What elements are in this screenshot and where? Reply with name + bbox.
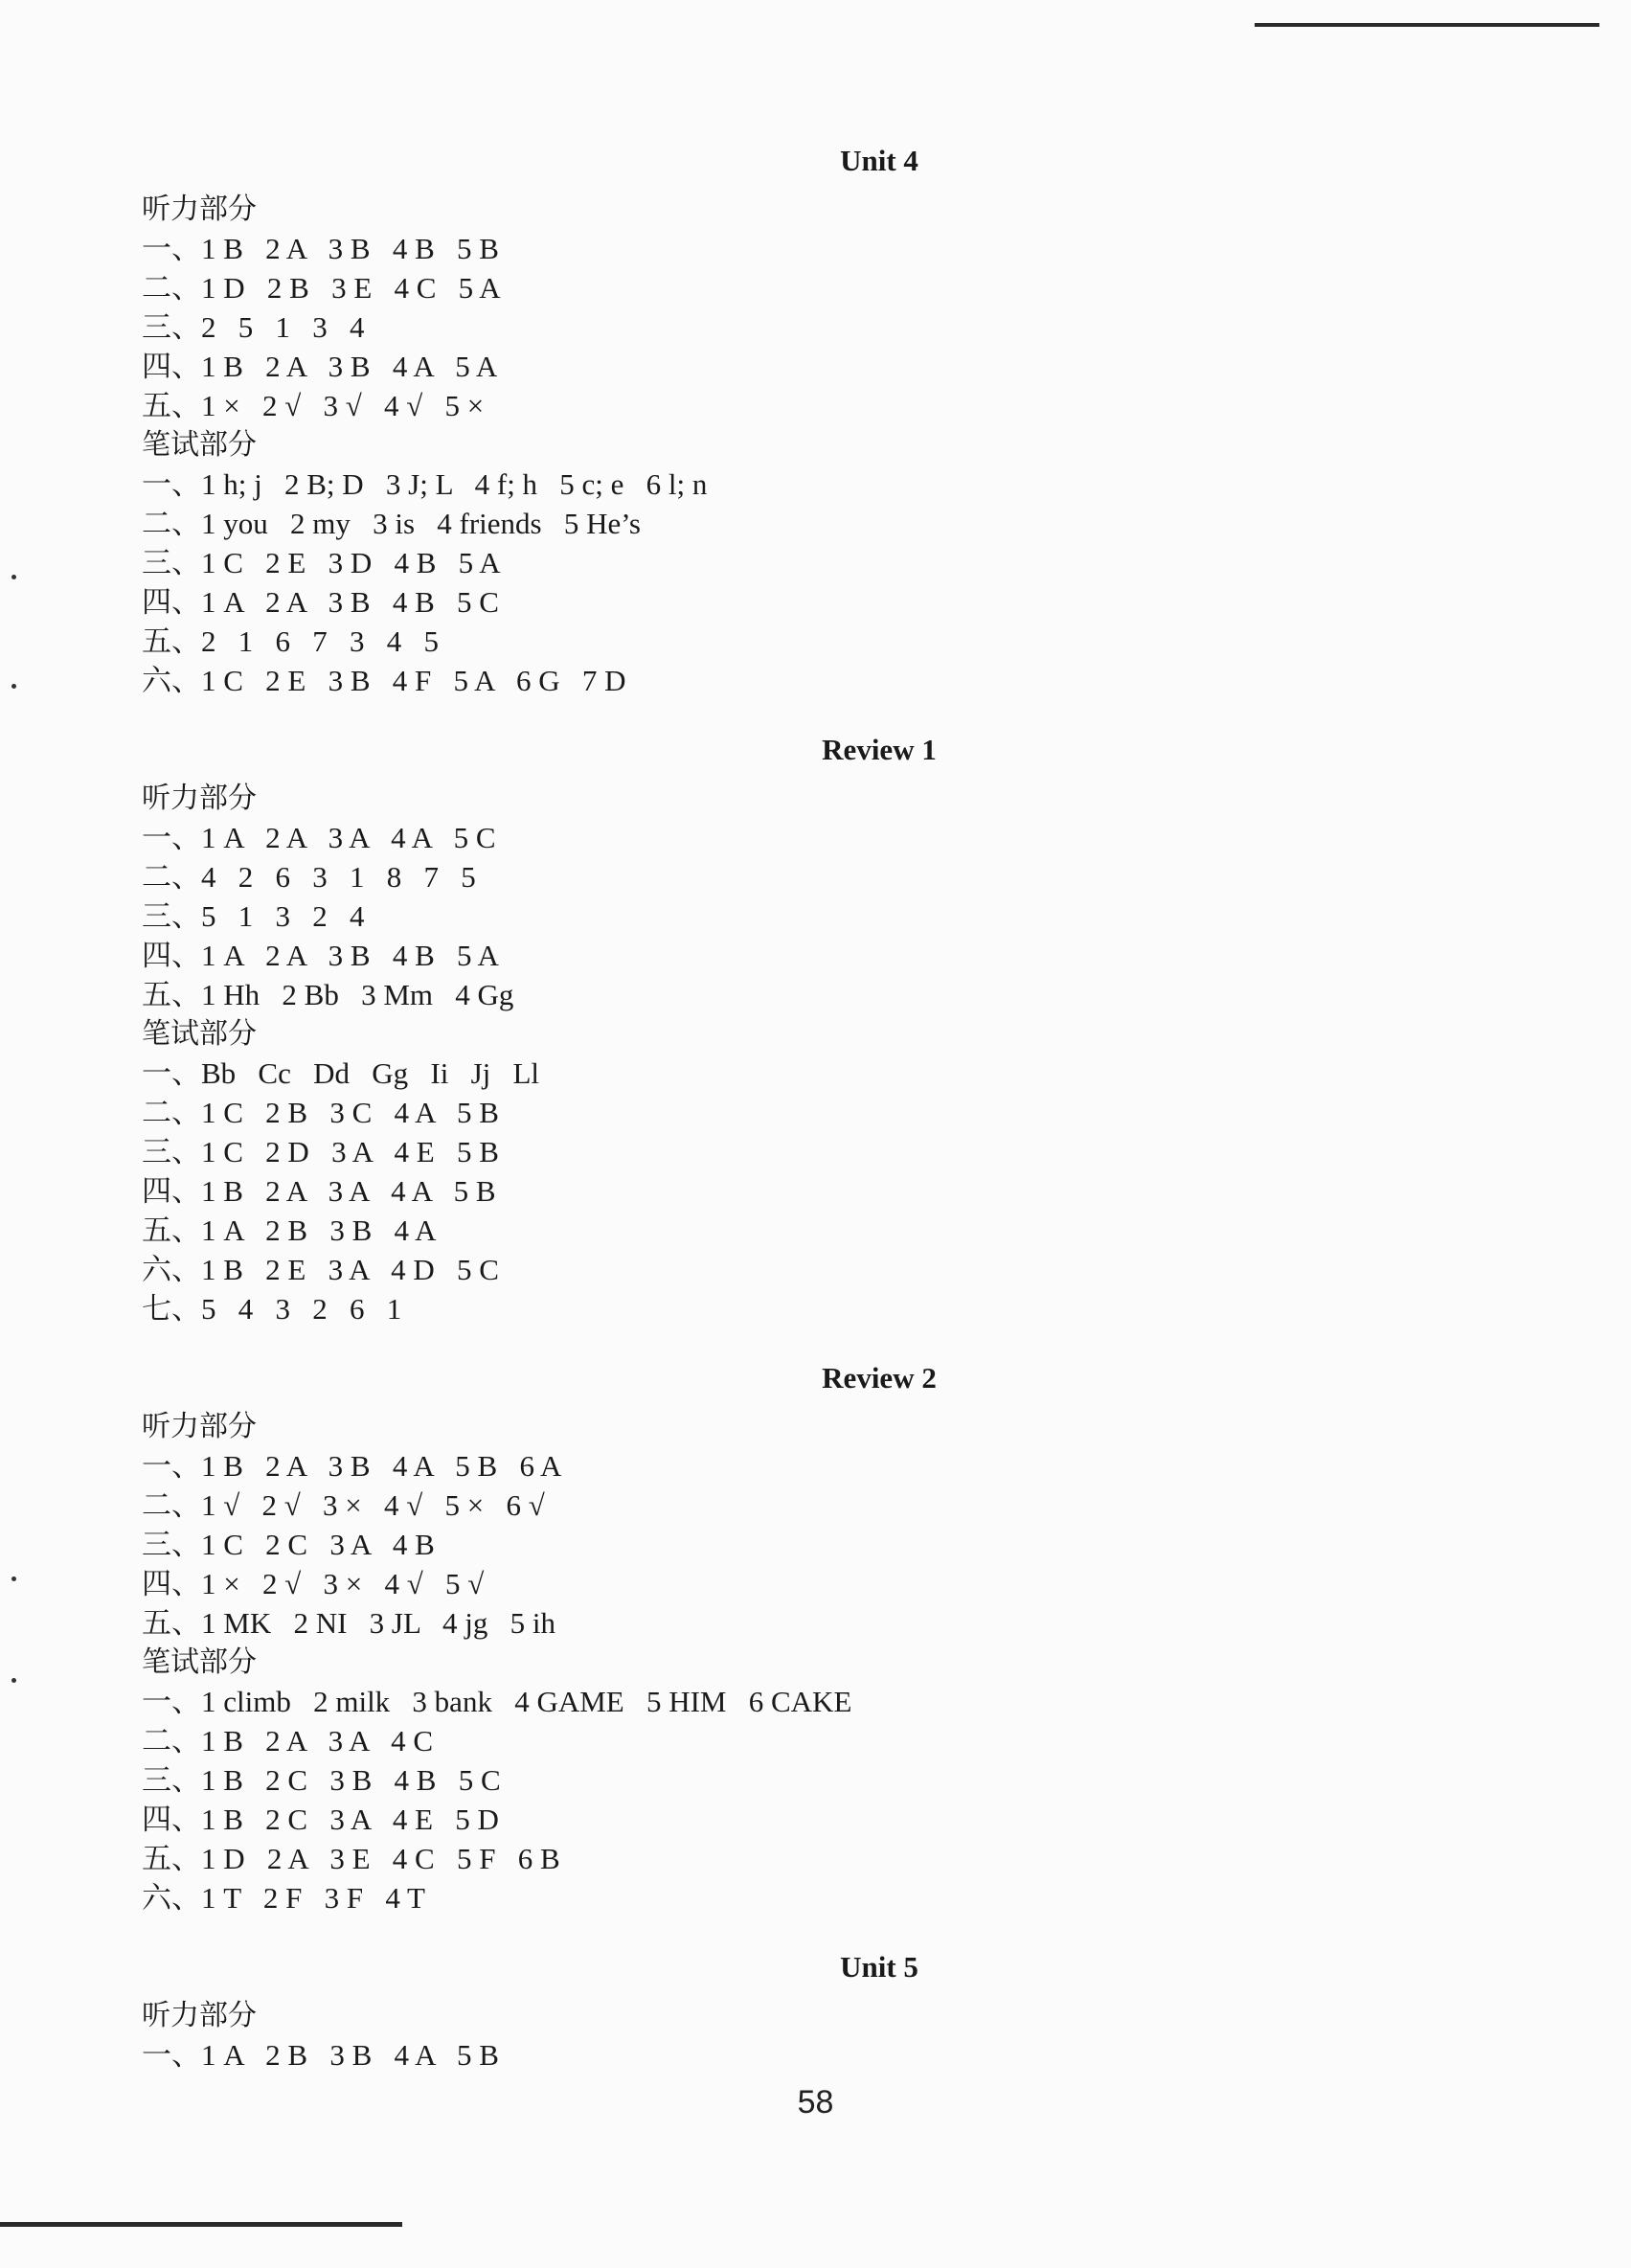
answer-line: 四、1 A 2 A 3 B 4 B 5 A [142,939,499,972]
answer-line: 二、1 √ 2 √ 3 × 4 √ 5 × 6 √ [142,1488,545,1522]
answer-line: 二、1 B 2 A 3 A 4 C [142,1724,434,1758]
section-gap [142,700,1502,729]
answer-line: 五、1 Hh 2 Bb 3 Mm 4 Gg [142,978,514,1011]
part-label: 听力部分 [142,1999,257,2032]
answer-line: 一、1 h; j 2 B; D 3 J; L 4 f; h 5 c; e 6 l; n [142,467,708,501]
answer-line: 三、1 C 2 C 3 A 4 B [142,1528,435,1561]
scan-speck [11,1678,16,1683]
answer-line: 五、2 1 6 7 3 4 5 [142,624,439,658]
section-gap [142,1328,1502,1357]
section [142,1357,1502,1917]
section-title: Review 1 [822,733,937,766]
answer-line: 三、1 C 2 D 3 A 4 E 5 B [142,1135,499,1168]
answer-line: 一、1 B 2 A 3 B 4 B 5 B [142,232,499,265]
answer-line: 二、1 you 2 my 3 is 4 friends 5 He’s [142,507,641,540]
section [142,1946,1502,2075]
part-label: 听力部分 [142,193,257,226]
answer-line: 一、1 B 2 A 3 B 4 A 5 B 6 A [142,1449,562,1483]
answer-line: 五、1 A 2 B 3 B 4 A [142,1213,437,1247]
answer-line: 三、2 5 1 3 4 [142,310,365,344]
answer-line: 二、1 C 2 B 3 C 4 A 5 B [142,1096,499,1129]
section-title: Review 2 [822,1361,937,1395]
part-label: 笔试部分 [142,1645,257,1679]
scan-speck [11,1576,16,1581]
answer-line: 六、1 T 2 F 3 F 4 T [142,1881,425,1915]
section [142,140,1502,700]
answer-line: 一、1 climb 2 milk 3 bank 4 GAME 5 HIM 6 CAKE [142,1685,852,1718]
bottom-rule [0,2222,402,2227]
answer-line: 四、1 B 2 C 3 A 4 E 5 D [142,1803,499,1836]
answer-line: 二、4 2 6 3 1 8 7 5 [142,860,476,894]
answer-line: 四、1 B 2 A 3 A 4 A 5 B [142,1174,496,1208]
page-number: 58 [797,2084,834,2121]
answer-line: 五、1 × 2 √ 3 √ 4 √ 5 × [142,389,485,422]
scan-speck [11,684,16,689]
answer-line: 三、1 B 2 C 3 B 4 B 5 C [142,1763,501,1797]
answer-line: 五、1 D 2 A 3 E 4 C 5 F 6 B [142,1842,560,1875]
part-label: 听力部分 [142,1410,257,1443]
answer-line: 四、1 × 2 √ 3 × 4 √ 5 √ [142,1567,485,1600]
part-label: 笔试部分 [142,428,257,462]
answer-line: 一、1 A 2 A 3 A 4 A 5 C [142,821,496,854]
answer-line: 二、1 D 2 B 3 E 4 C 5 A [142,271,501,305]
section [142,729,1502,1328]
answer-key-content [142,140,1502,2075]
top-rule [1255,23,1599,27]
answer-line: 一、Bb Cc Dd Gg Ii Jj Ll [142,1056,540,1090]
section-title: Unit 4 [840,144,918,177]
answer-line: 四、1 A 2 A 3 B 4 B 5 C [142,585,499,619]
scan-speck [11,575,16,579]
answer-line: 三、1 C 2 E 3 D 4 B 5 A [142,546,501,579]
part-label: 笔试部分 [142,1017,257,1051]
section-gap [142,1917,1502,1946]
answer-line: 一、1 A 2 B 3 B 4 A 5 B [142,2038,499,2072]
answer-line: 五、1 MK 2 NI 3 JL 4 jg 5 ih [142,1606,555,1640]
part-label: 听力部分 [142,782,257,815]
section-title: Unit 5 [840,1950,918,1984]
answer-line: 六、1 B 2 E 3 A 4 D 5 C [142,1253,499,1286]
answer-line: 三、5 1 3 2 4 [142,899,365,933]
answer-line: 七、5 4 3 2 6 1 [142,1292,402,1326]
answer-line: 六、1 C 2 E 3 B 4 F 5 A 6 G 7 D [142,664,626,697]
answer-line: 四、1 B 2 A 3 B 4 A 5 A [142,350,498,383]
